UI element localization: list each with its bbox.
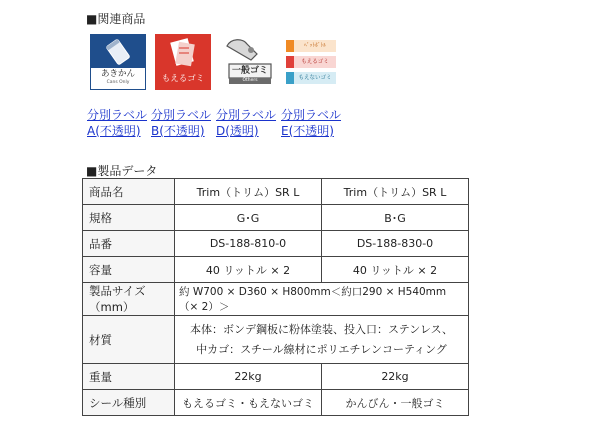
material-line-2: 中カゴ：スチール線材にポリエチレンコーティング — [196, 342, 447, 356]
can-icon — [90, 35, 146, 69]
cell-value: Trim（トリム）SR L — [175, 179, 322, 205]
row-label: 容量 — [83, 257, 175, 283]
table-row — [83, 316, 469, 364]
cell-value: Trim（トリム）SR L — [322, 179, 469, 205]
link-label-e-line2[interactable]: E(不透明) — [281, 124, 334, 138]
sticker-text-d: 一般ゴミ — [231, 66, 268, 76]
sticker-strip-nonburnable: もえないゴミ — [286, 72, 336, 84]
sticker-text-b: もえるゴミ — [161, 74, 205, 84]
link-label-d-line1[interactable]: 分別ラベル — [216, 108, 277, 122]
material-line-1: 本体：ボンデ鋼板に粉体塗装、投入口：ステンレス、 — [190, 322, 453, 336]
link-label-d-line2[interactable]: D(透明) — [216, 124, 259, 138]
row-label: 重量 — [83, 364, 175, 390]
sticker-sub-a: Cans Only — [106, 80, 130, 85]
link-label-b[interactable] — [151, 107, 221, 139]
spec-section-title: ■製品データ — [86, 164, 158, 178]
link-label-a-line1[interactable]: 分別ラベル — [87, 108, 148, 122]
link-label-b-line2[interactable]: B(不透明) — [151, 124, 205, 138]
row-label: 製品サイズ（mm） — [83, 283, 175, 316]
cell-value: もえるゴミ・もえないゴミ — [175, 390, 322, 416]
table-row — [83, 364, 469, 390]
link-label-e[interactable] — [281, 107, 351, 139]
cell-value: 約 W700 × D360 × H800mm＜約口290 × H540mm（× 2）＞ — [175, 283, 469, 316]
cell-value: B･G — [322, 205, 469, 231]
cell-value: DS-188-830-0 — [322, 231, 469, 257]
spec-table — [82, 178, 469, 416]
related-section-title: ■関連商品 — [86, 12, 146, 26]
sticker-strip-burnable: もえるゴミ — [286, 56, 336, 68]
cell-value: かんびん・一般ゴミ — [322, 390, 469, 416]
cell-value: 40 リットル × 2 — [322, 257, 469, 283]
thumbnail-label-a[interactable] — [90, 34, 146, 90]
paper-trash-icon — [155, 34, 211, 74]
row-label: 商品名 — [83, 179, 175, 205]
link-label-b-line1[interactable]: 分別ラベル — [151, 108, 212, 122]
cell-value: 22kg — [322, 364, 469, 390]
row-label: シール種別 — [83, 390, 175, 416]
link-label-a-line2[interactable]: A(不透明) — [87, 124, 141, 138]
table-row — [83, 231, 469, 257]
row-label: 品番 — [83, 231, 175, 257]
cell-value: 22kg — [175, 364, 322, 390]
link-label-d[interactable] — [216, 107, 286, 139]
cell-value: DS-188-810-0 — [175, 231, 322, 257]
sticker-sub-d: Others — [242, 78, 258, 83]
table-row — [83, 390, 469, 416]
sticker-strip-pet: ﾍﾟｯﾄﾎﾞﾄﾙ — [286, 40, 336, 52]
row-label: 材質 — [83, 316, 175, 364]
thumbnail-label-e[interactable] — [284, 34, 340, 90]
sticker-text-a: あきかん — [100, 69, 135, 79]
row-label: 規格 — [83, 205, 175, 231]
table-row — [83, 179, 469, 205]
cell-value: G･G — [175, 205, 322, 231]
thumbnail-label-b[interactable] — [155, 34, 211, 90]
link-label-a[interactable] — [87, 107, 157, 139]
table-row — [83, 205, 469, 231]
material-cell — [175, 316, 469, 364]
thumbnail-label-d[interactable] — [221, 34, 277, 90]
table-row — [83, 257, 469, 283]
link-label-e-line1[interactable]: 分別ラベル — [281, 108, 342, 122]
cell-value: 40 リットル × 2 — [175, 257, 322, 283]
table-row — [83, 283, 469, 316]
